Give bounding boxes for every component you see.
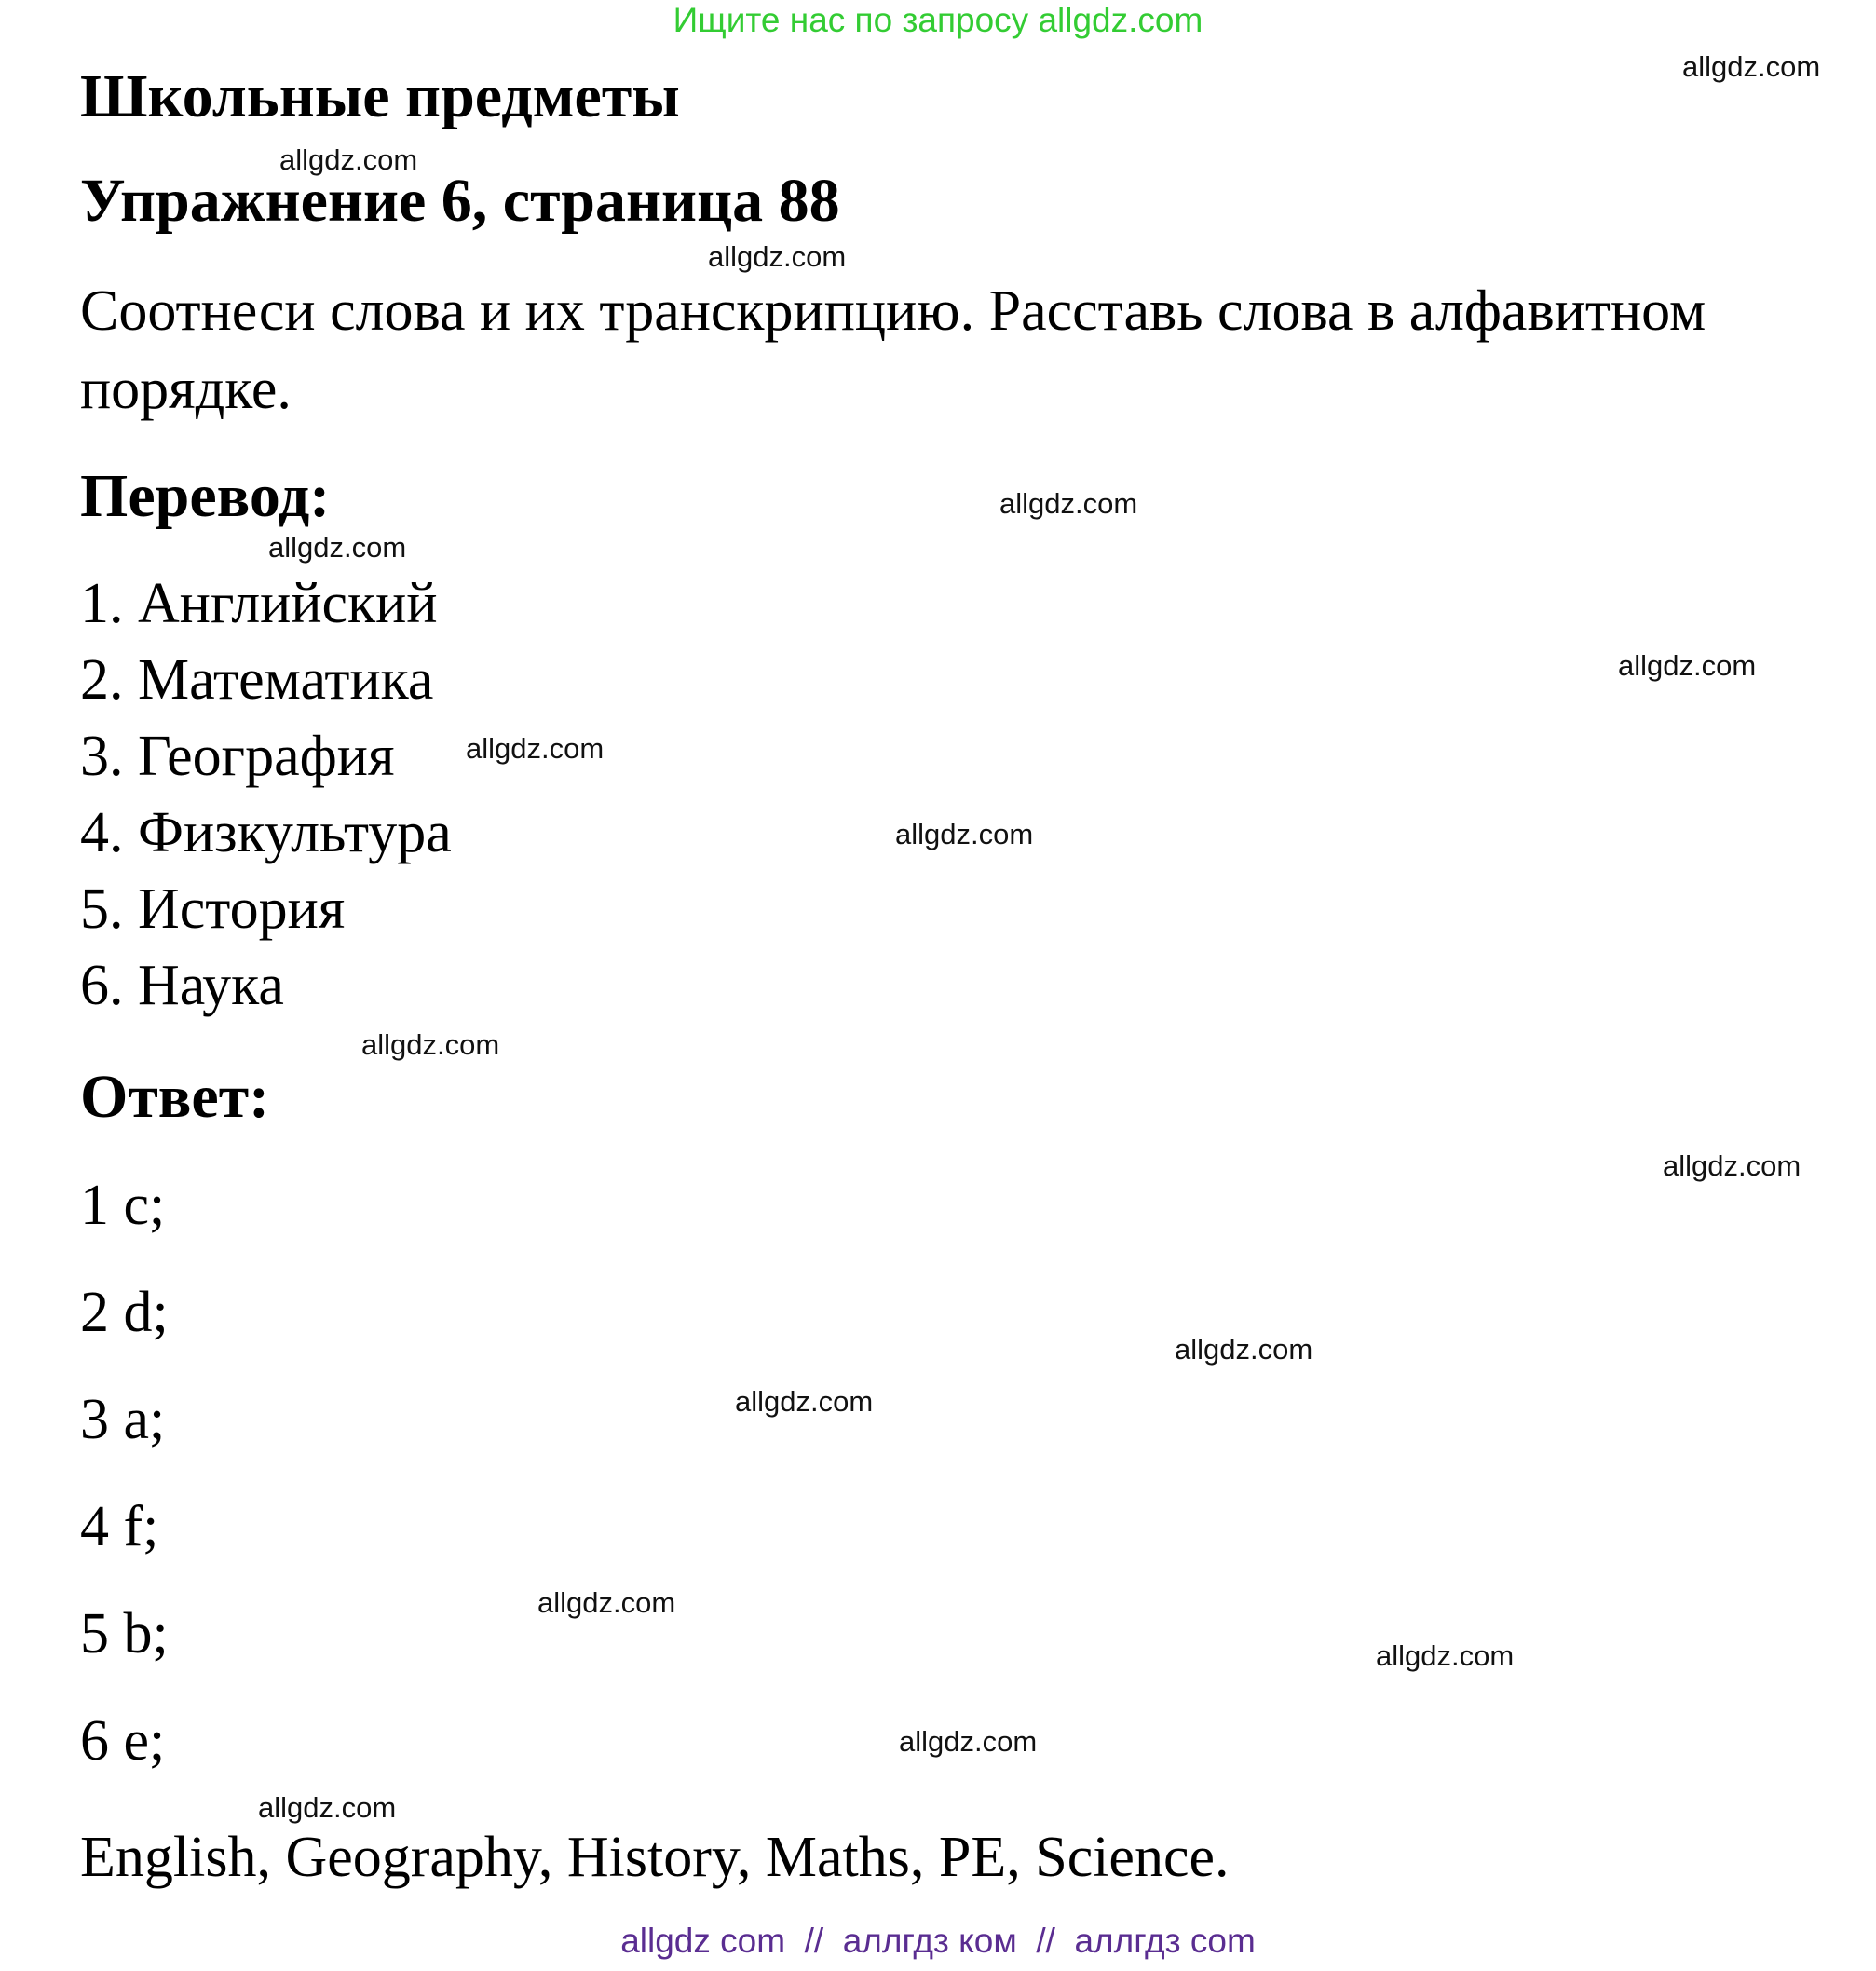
answer-item: 4 f; — [80, 1495, 159, 1558]
answer-item: 2 d; — [80, 1281, 169, 1344]
watermark: allgdz.com — [1682, 50, 1821, 83]
watermark: allgdz.com — [1663, 1149, 1801, 1182]
watermark: allgdz.com — [1376, 1639, 1515, 1672]
watermark: allgdz.com — [895, 818, 1034, 850]
watermark: allgdz.com — [708, 240, 847, 273]
page-title: Школьные предметы — [80, 62, 680, 130]
answer-item: 1 c; — [80, 1174, 166, 1237]
task-text-line-2: порядке. — [80, 358, 292, 421]
answer-item: 5 b; — [80, 1602, 169, 1665]
answer-item: 6 e; — [80, 1709, 166, 1773]
watermark: allgdz.com — [1175, 1333, 1313, 1366]
footer-watermark: allgdz com // аллгдз ком // аллгдз com — [620, 1922, 1256, 1960]
translation-item: 1. Английский — [80, 572, 438, 635]
translation-item: 5. История — [80, 877, 346, 941]
translation-item: 4. Физкультура — [80, 801, 452, 864]
watermark: allgdz.com — [268, 531, 407, 564]
watermark: allgdz.com — [466, 732, 605, 765]
exercise-title: Упражнение 6, страница 88 — [80, 167, 840, 235]
watermark: allgdz.com — [999, 487, 1138, 520]
translation-item: 2. Математика — [80, 648, 434, 712]
watermark: allgdz.com — [279, 143, 418, 176]
watermark: allgdz.com — [361, 1028, 500, 1061]
watermark: allgdz.com — [537, 1586, 676, 1619]
alphabetical-answer: English, Geography, History, Maths, PE, Science. — [80, 1826, 1230, 1889]
translation-item: 3. География — [80, 725, 395, 788]
translation-label: Перевод: — [80, 462, 331, 530]
answer-item: 3 a; — [80, 1388, 166, 1451]
watermark: allgdz.com — [735, 1385, 874, 1418]
answer-label: Ответ: — [80, 1063, 270, 1131]
translation-item: 6. Наука — [80, 954, 284, 1017]
watermark: allgdz.com — [1618, 649, 1757, 682]
task-text-line-1: Соотнеси слова и их транскрипцию. Расставь слова в алфавитном — [80, 279, 1706, 343]
search-banner: Ищите нас по запросу allgdz.com — [673, 1, 1203, 39]
watermark: allgdz.com — [258, 1791, 397, 1824]
watermark: allgdz.com — [899, 1725, 1038, 1758]
